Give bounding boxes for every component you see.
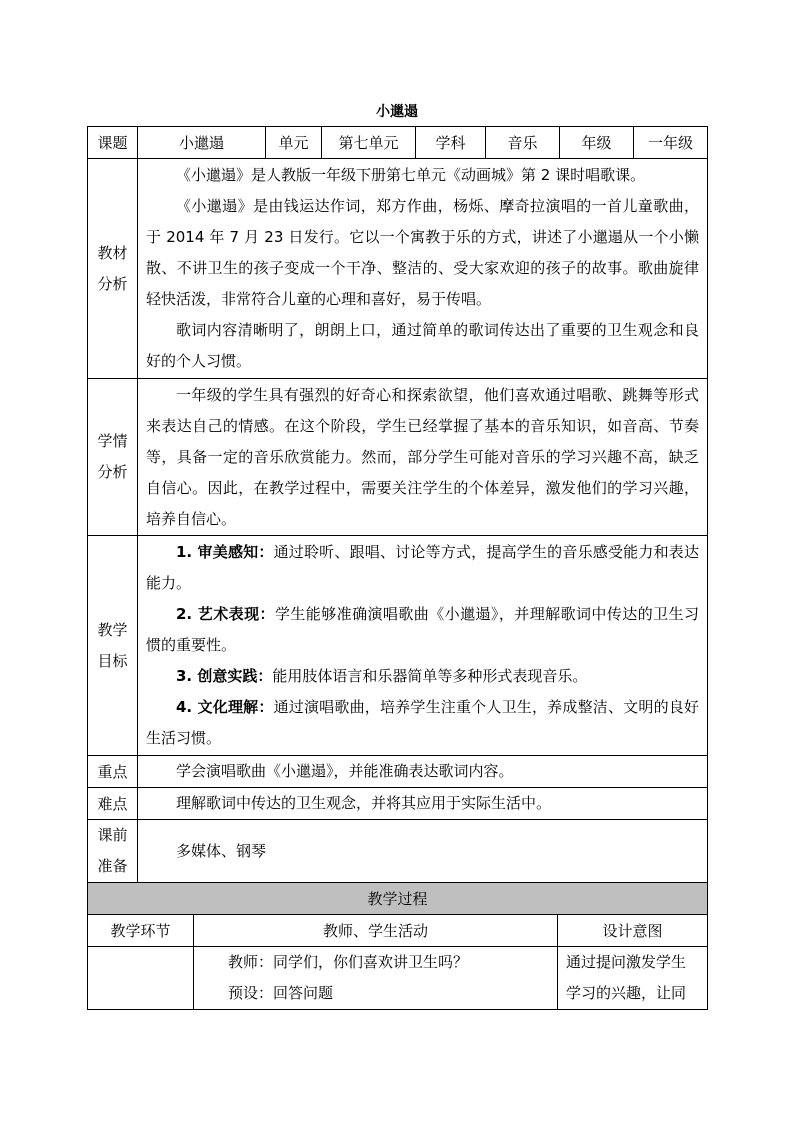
- key-point-label: 重点: [88, 756, 138, 788]
- activities-cell: 教师：同学们，你们喜欢讲卫生吗？ 预设：回答问题: [194, 947, 558, 1010]
- material-content: [138, 159, 708, 379]
- teaching-process-table: [87, 882, 708, 1010]
- goals-content: [138, 536, 708, 756]
- goal-item: 4. 文化理解：通过演唱歌曲，培养学生注重个人卫生，养成整洁、文明的良好生活习惯。: [146, 698, 699, 747]
- document-title: 小邋遢: [376, 104, 418, 120]
- prep-content: 多媒体、钢琴: [138, 820, 708, 883]
- goal-item: 2. 艺术表现：学生能够准确演唱歌曲《小邋遢》，并理解歌词中传达的卫生习惯的重要性。: [146, 605, 699, 654]
- grade-value: 一年级: [634, 127, 708, 159]
- students-row: [88, 379, 708, 536]
- prep-row: [88, 820, 708, 883]
- goal-item: 3. 创意实践：能用肢体语言和乐器简单等多种形式表现音乐。: [176, 667, 588, 685]
- students-paragraph: 一年级的学生具有强烈的好奇心和探索欲望，他们喜欢通过唱歌、跳舞等形式来表达自己的情感。在这个阶段，学生已经掌握了基本的音乐知识，如音高、节奏等，具备一定的音乐欣赏能力。然而，部分学生可能对音乐的学习兴趣不高，缺乏自信心。因此，在教学过程中，需要关注学生的个体差异，激发他们的学习兴趣，培养自信心。: [146, 385, 699, 528]
- subject-label: 学科: [416, 127, 486, 159]
- students-content: [138, 379, 708, 536]
- course-label: 课题: [88, 127, 138, 159]
- column-header-stage: 教学环节: [88, 915, 194, 947]
- students-label: 学情 分析: [88, 379, 138, 536]
- column-header-activities: 教师、学生活动: [194, 915, 558, 947]
- subject-value: 音乐: [486, 127, 560, 159]
- lesson-info-table: [87, 126, 708, 883]
- material-paragraph: 《小邋遢》是由钱运达作词，郑方作曲，杨烁、摩奇拉演唱的一首儿童歌曲，于 2014 年 7 月 23 日发行。它以一个寓教于乐的方式，讲述了小邋遢从一个小懒散、不讲卫生的孩子变成一个干净、整洁的、受大家欢迎的孩子的故事。歌曲旋律轻快活泼，非常符合儿童的心理和喜好，易于传唱。: [146, 197, 699, 308]
- unit-label: 单元: [266, 127, 322, 159]
- process-row: [88, 947, 708, 1010]
- header-row: [88, 127, 708, 159]
- difficulty-label: 难点: [88, 788, 138, 820]
- material-label: 教材 分析: [88, 159, 138, 379]
- goals-label: 教学 目标: [88, 536, 138, 756]
- material-paragraph: 歌词内容清晰明了，朗朗上口，通过简单的歌词传达出了重要的卫生观念和良好的个人习惯。: [146, 321, 699, 370]
- difficulty-content: 理解歌词中传达的卫生观念，并将其应用于实际生活中。: [138, 788, 708, 820]
- key-point-content: 学会演唱歌曲《小邋遢》，并能准确表达歌词内容。: [138, 756, 708, 788]
- difficulty-row: [88, 788, 708, 820]
- prep-label: 课前 准备: [88, 820, 138, 883]
- grade-label: 年级: [560, 127, 634, 159]
- goals-row: [88, 536, 708, 756]
- column-header-intent: 设计意图: [558, 915, 708, 947]
- process-title: 教学过程: [88, 883, 708, 915]
- course-value: 小邋遢: [138, 127, 266, 159]
- material-paragraph: 《小邋遢》是人教版一年级下册第七单元《动画城》第 2 课时唱歌课。: [176, 166, 646, 184]
- process-title-row: [88, 883, 708, 915]
- stage-cell: [88, 947, 194, 1010]
- unit-value: 第七单元: [322, 127, 416, 159]
- material-row: [88, 159, 708, 379]
- goal-item: 1. 审美感知：通过聆听、跟唱、讨论等方式，提高学生的音乐感受能力和表达能力。: [146, 543, 699, 592]
- process-header-row: [88, 915, 708, 947]
- key-point-row: [88, 756, 708, 788]
- intent-cell: 通过提问激发学生学习的兴趣，让同: [558, 947, 708, 1010]
